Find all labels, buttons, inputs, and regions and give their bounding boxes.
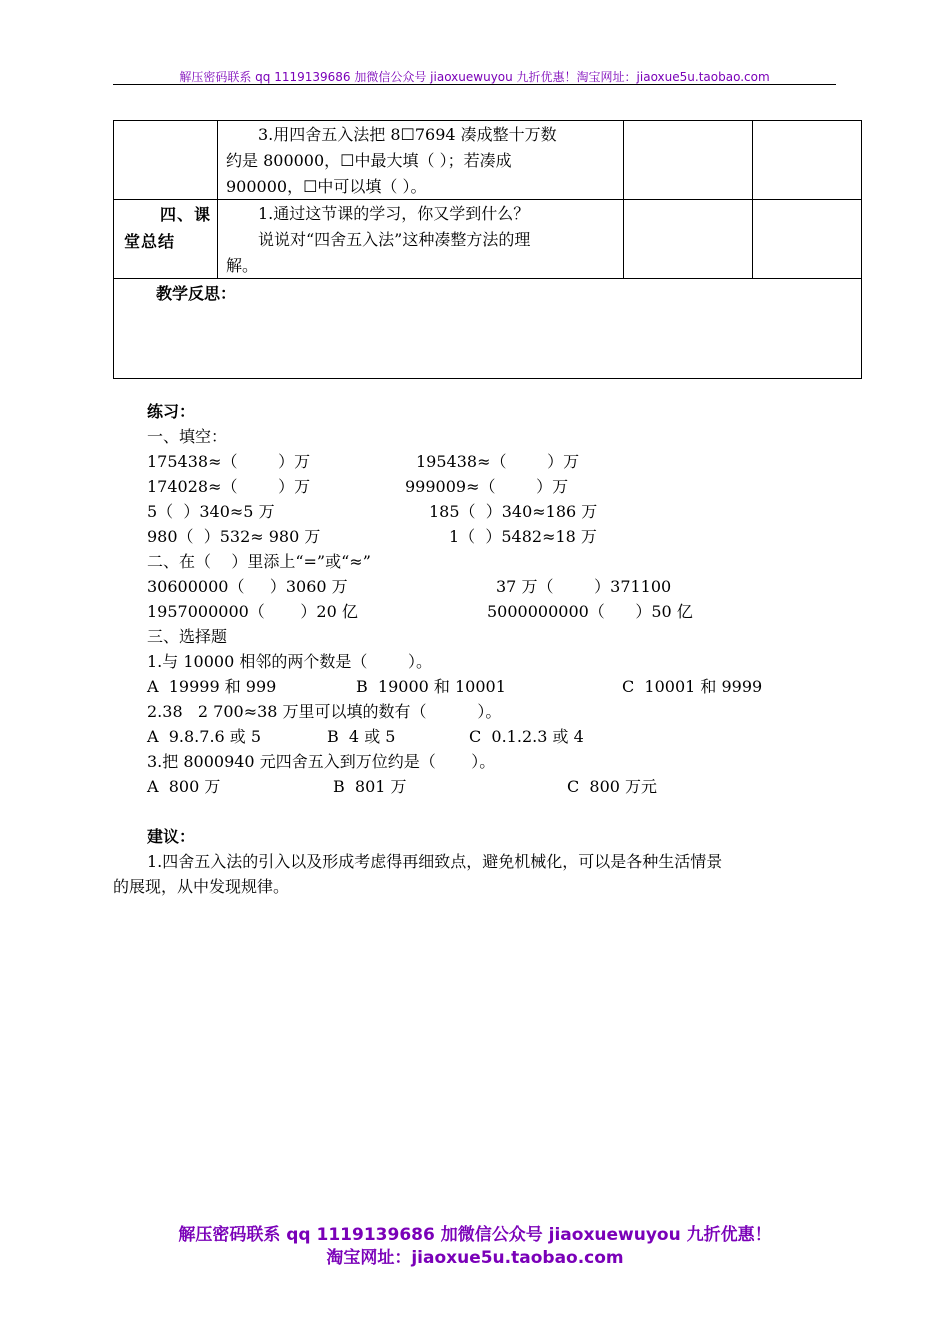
exercise-3-line-2: 约是 800000，☐中最大填（ ）；若凑成 (226, 151, 512, 170)
section-3-title: 三、选择题 (147, 627, 228, 646)
question-1: 1.与 10000 相邻的两个数是（ ）。 (147, 652, 433, 671)
suggestion-line-2: 的展现，从中发现规律。 (113, 877, 290, 896)
table-cell-label (114, 200, 218, 279)
section-1-title: 一、填空： (147, 427, 228, 446)
suggestion-line-1: 1.四舍五入法的引入以及形成考虑得再细致点，避免机械化，可以是各种生活情景 (147, 852, 723, 871)
practice-title: 练习： (147, 402, 196, 421)
summary-line-3: 解。 (226, 256, 259, 275)
table-row (114, 279, 862, 379)
fill-blank-item: 1（ ）5482≈18 万 (449, 527, 597, 546)
fill-blank-item: 999009≈（ ）万 (405, 477, 569, 496)
question-1-option-c: C 10001 和 9999 (622, 677, 763, 696)
summary-line-1: 1.通过这节课的学习，你又学到什么？ (258, 204, 530, 223)
question-2: 2.38 2 700≈38 万里可以填的数有（ ）。 (147, 702, 502, 721)
question-2-option-c: C 0.1.2.3 或 4 (469, 727, 584, 746)
reflection-label: 教学反思： (156, 284, 237, 303)
section-2-title: 二、在（ ）里添上“=”或“≈” (147, 552, 371, 571)
fill-blank-item: 185（ ）340≈186 万 (429, 502, 598, 521)
section-label-line-2: 堂总结 (124, 232, 176, 251)
table-cell-empty (624, 121, 753, 200)
fill-blank-item: 5（ ）340≈5 万 (147, 502, 275, 521)
header-watermark-text: 解压密码联系 qq 1119139686 加微信公众号 jiaoxuewuyou 九折优惠！淘宝网址：jiaoxue5u.taobao.com (179, 70, 770, 84)
question-2-option-a: A 9.8.7.6 或 5 (147, 727, 262, 746)
summary-line-2: 说说对“四舍五入法”这种凑整方法的理 (258, 230, 531, 249)
question-1-option-a: A 19999 和 999 (147, 677, 277, 696)
reflection-cell (114, 279, 862, 379)
section-label-line-1: 四、课 (160, 205, 212, 224)
table-cell-content (218, 200, 624, 279)
fill-blank-item: 195438≈（ ）万 (416, 452, 580, 471)
footer-watermark-line-2: 淘宝网址：jiaoxue5u.taobao.com (326, 1248, 624, 1268)
question-3-option-a: A 800 万 (147, 777, 221, 796)
fill-blank-item: 980（ ）532≈ 980 万 (147, 527, 321, 546)
table-row (114, 200, 862, 279)
table-cell-empty (753, 121, 862, 200)
question-3: 3.把 8000940 元四舍五入到万位约是（ ）。 (147, 752, 496, 771)
compare-item: 30600000（ ）3060 万 (147, 577, 348, 596)
question-3-option-b: B 801 万 (333, 777, 407, 796)
exercise-3-line-3: 900000，☐中可以填（ ）。 (226, 177, 427, 196)
table-cell-label (114, 121, 218, 200)
compare-item: 5000000000（ ）50 亿 (487, 602, 693, 621)
header-divider (113, 84, 836, 85)
question-1-option-b: B 19000 和 10001 (356, 677, 506, 696)
compare-item: 1957000000（ ）20 亿 (147, 602, 358, 621)
exercise-3-line-1: 3.用四舍五入法把 8☐7694 凑成整十万数 (258, 125, 557, 144)
table-cell-empty (624, 200, 753, 279)
lesson-plan-table (113, 120, 862, 379)
fill-blank-item: 175438≈（ ）万 (147, 452, 311, 471)
table-cell-content (218, 121, 624, 200)
question-2-option-b: B 4 或 5 (327, 727, 396, 746)
suggestion-title: 建议： (147, 827, 196, 846)
question-3-option-c: C 800 万元 (567, 777, 658, 796)
compare-item: 37 万（ ）371100 (496, 577, 672, 596)
table-row (114, 121, 862, 200)
fill-blank-item: 174028≈（ ）万 (147, 477, 311, 496)
table-cell-empty (753, 200, 862, 279)
footer-watermark-line-1: 解压密码联系 qq 1119139686 加微信公众号 jiaoxuewuyou 九折优惠！ (178, 1225, 772, 1245)
